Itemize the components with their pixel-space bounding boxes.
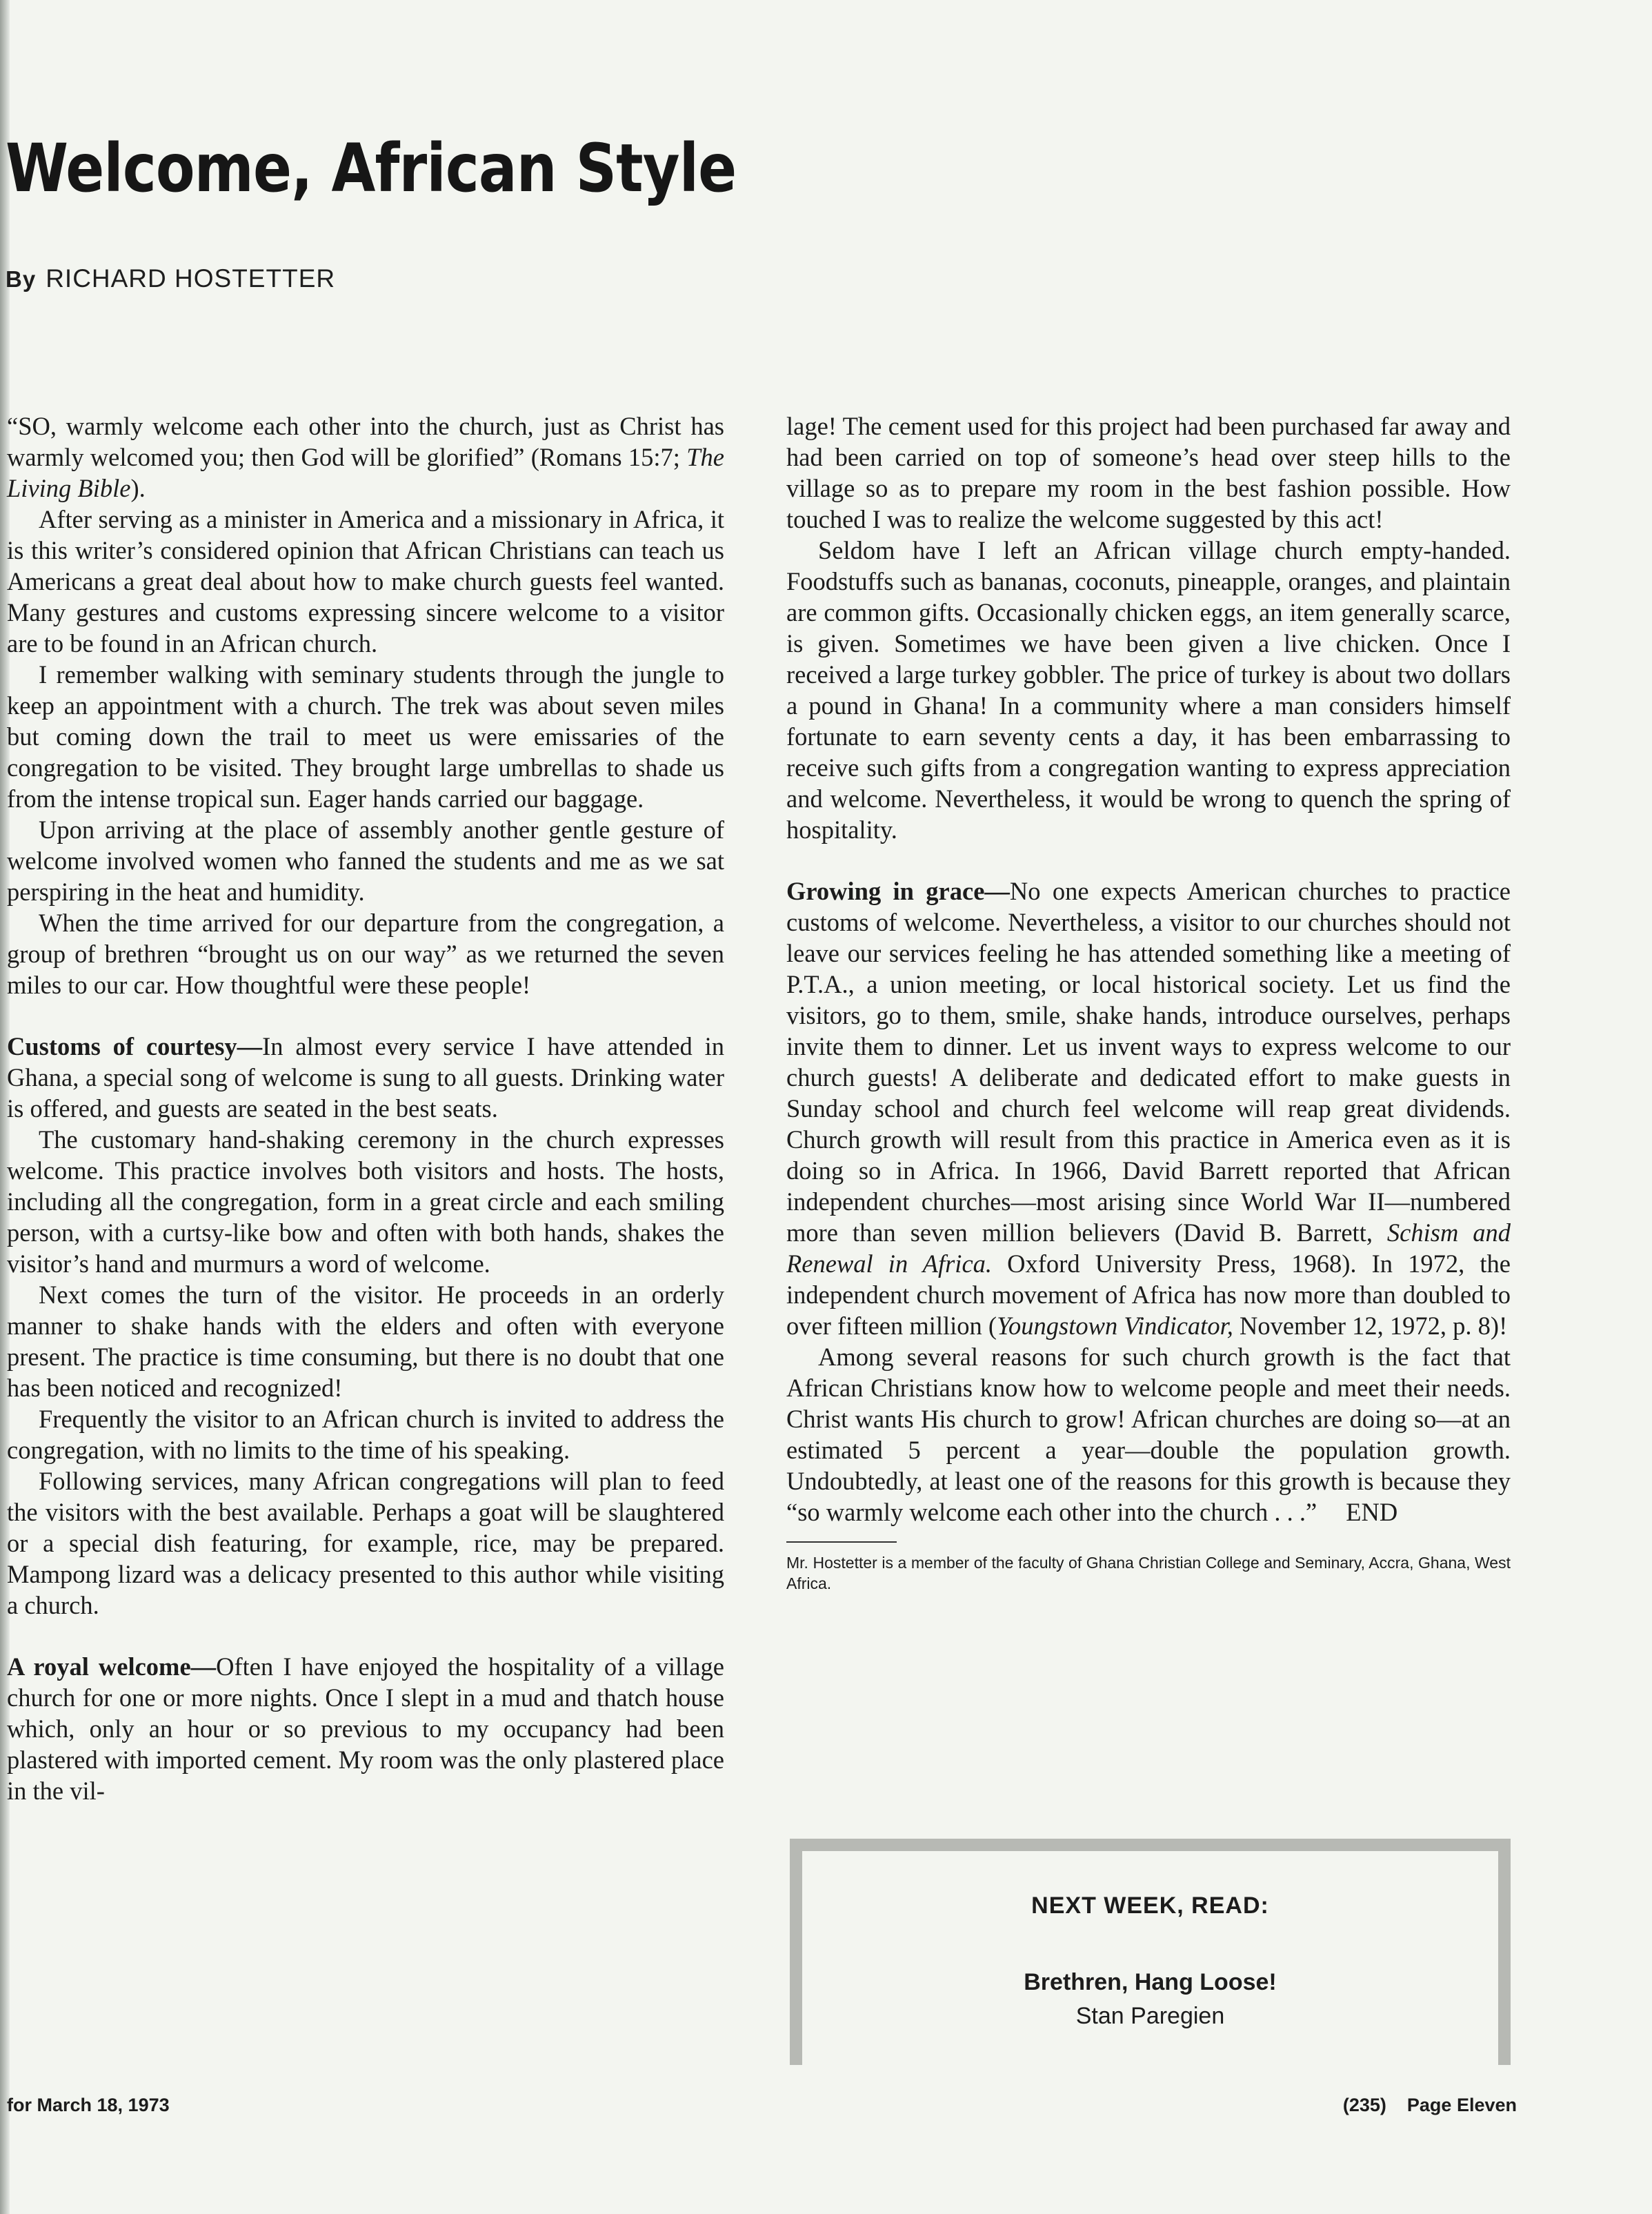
next-week-heading: NEXT WEEK, READ: (1031, 1892, 1269, 1919)
paragraph-text: Often I have enjoyed the hospitality of a village church for one or more nights. Once I slept in a mud and thatch house which, only an hour or so previous to my occupancy had been plastered with imported cement. My room was the only plastered place in the vil- (7, 1652, 724, 1805)
paragraph (7, 1031, 724, 1124)
paragraph: Upon arriving at the place of assembly another gentle gesture of welcome involved women who fanned the students and me as we sat perspiring in the heat and humidity. (7, 816, 724, 906)
paragraph: Frequently the visitor to an African church is invited to address the congregation, with no limits to the time of his speaking. (7, 1405, 724, 1464)
byline-prefix: By (6, 266, 37, 292)
subheading: Customs of courtesy— (7, 1032, 263, 1060)
paragraph: When the time arrived for our departure from the congregation, a group of brethren “brought us on our way” as we returned the seven miles to our car. How thoughtful were these people! (7, 909, 724, 999)
page-code: (235) (1342, 2095, 1386, 2115)
paragraph (786, 1341, 1511, 1528)
footnote-rule (786, 1541, 897, 1543)
paragraph-text: Oxford University Press, 1968). In 1972, the independent church movement of Africa has now more than doubled to over fifteen million ( (786, 1249, 1511, 1340)
paragraph-text: November 12, 1972, p. 8)! (1233, 1312, 1508, 1340)
end-mark: END (1346, 1498, 1398, 1526)
paragraph (7, 411, 724, 504)
paragraph-text: “SO, warmly welcome each other into the church, just as Christ has warmly welcomed you; then God will be glorified” (Romans 15:7; (7, 412, 724, 471)
byline (6, 264, 335, 293)
next-week-author: Stan Paregien (1075, 2003, 1225, 2029)
right-column (786, 411, 1511, 1594)
paragraph-text: In almost every service I have attended in Ghana, a special song of welcome is sung to all guests. Drinking water is offered, and guests are seated in the best seats. (7, 1032, 725, 1123)
article-title: Welcome, African Style (6, 130, 737, 207)
paragraph: Next comes the turn of the visitor. He proceeds in an orderly manner to shake hands with the elders and often with everyone present. The practice is time consuming, but there is no doubt that one has been noticed and recognized! (7, 1281, 724, 1402)
paragraph: I remember walking with seminary students through the jungle to keep an appointment with a church. The trek was about seven miles but coming down the trail to meet us were emissaries of the congregation to be visited. They brought large umbrellas to shade us from the intense tropical sun. Eager hands carried our baggage. (7, 660, 724, 813)
paragraph-text: ). (130, 474, 146, 502)
paragraph: Following services, many African congregations will plan to feed the visitors with the best available. Perhaps a goat will be slaughtered or a special dish featuring, for example, rice, may be prepared. Mampong lizard was a delicacy presented to this author while visiting a church. (7, 1467, 724, 1619)
paragraph-text: No one expects American churches to practice customs of welcome. Nevertheless, a visitor to our churches should not leave our services feeling he has attended something like a meeting of P.T.A., a union meeting, or local historical society. Let us find the visitors, go to them, smile, shake hands, introduce ourselves, perhaps invite them to dinner. Let us invent ways to express welcome to our church guests! A deliberate and dedicated effort to make guests in Sunday school and church feel welcome will reap great dividends. Church growth will result from this practice in America even as it is doing so in Africa. In 1966, David Barrett reported that African independent churches—most arising since World War II—numbered more than seven million believers (David B. Barrett, (786, 877, 1511, 1247)
paragraph: lage! The cement used for this project had been purchased far away and had been carried on top of someone’s head over steep hills to the village so as to prepare my room in the best fashion possible. How touched I was to realize the welcome suggested by this act! (786, 412, 1511, 533)
subheading: A royal welcome— (7, 1652, 217, 1681)
book-title: Schism and Renewal in Africa. (786, 1218, 1511, 1278)
author-name: RICHARD HOSTETTER (46, 264, 336, 293)
paragraph: The customary hand-shaking ceremony in the church expresses welcome. This practice involves both visitors and hosts. The hosts, including all the congregation, form in a great circle and each smiling person, with a curtsy-like bow and often with both hands, shakes the visitor’s hand and murmurs a word of welcome. (7, 1125, 724, 1278)
left-column (7, 411, 724, 1806)
book-title: The Living Bible (7, 443, 724, 502)
page-label: Page Eleven (1406, 2095, 1517, 2115)
subheading: Growing in grace— (786, 877, 1010, 905)
next-week-box (790, 1839, 1511, 2065)
paragraph: Seldom have I left an African village church empty-handed. Foodstuffs such as bananas, coconuts, pineapple, oranges, and plaintain are common gifts. Occasionally chicken eggs, an item generally scarce, is given. Sometimes we have been given a live chicken. Once I received a large turkey gobbler. The price of turkey is about two dollars a pound in Ghana! In a community where a man considers himself fortunate to earn seventy cents a day, it has been embarrassing to receive such gifts from a congregation wanting to express appreciation and welcome. Nevertheless, it would be wrong to quench the spring of hospitality. (786, 536, 1511, 844)
newspaper-title: Youngstown Vindicator, (997, 1312, 1233, 1340)
page-footer (1322, 2095, 1517, 2116)
paragraph-text: Among several reasons for such church growth is the fact that African Christians know how to welcome people and meet their needs. Christ wants His church to grow! African churches are doing so—at an estimated 5 percent a year—double the population growth. Undoubtedly, at least one of the reasons for this growth is because they “so warmly welcome each other into the church . . .” (786, 1343, 1511, 1526)
paragraph (786, 876, 1511, 1341)
next-week-title: Brethren, Hang Loose! (1024, 1969, 1277, 1995)
paragraph (7, 1651, 724, 1806)
paragraph: After serving as a minister in America and a missionary in Africa, it is this writer’s considered opinion that African Christians can teach us Americans a great deal about how to make church guests feel wanted. Many gestures and customs expressing sincere welcome to a visitor are to be found in an African church. (7, 505, 724, 658)
author-note: Mr. Hostetter is a member of the faculty of Ghana Christian College and Seminary, Accra, Ghana, West Africa. (786, 1554, 1511, 1592)
issue-date: for March 18, 1973 (7, 2095, 170, 2115)
